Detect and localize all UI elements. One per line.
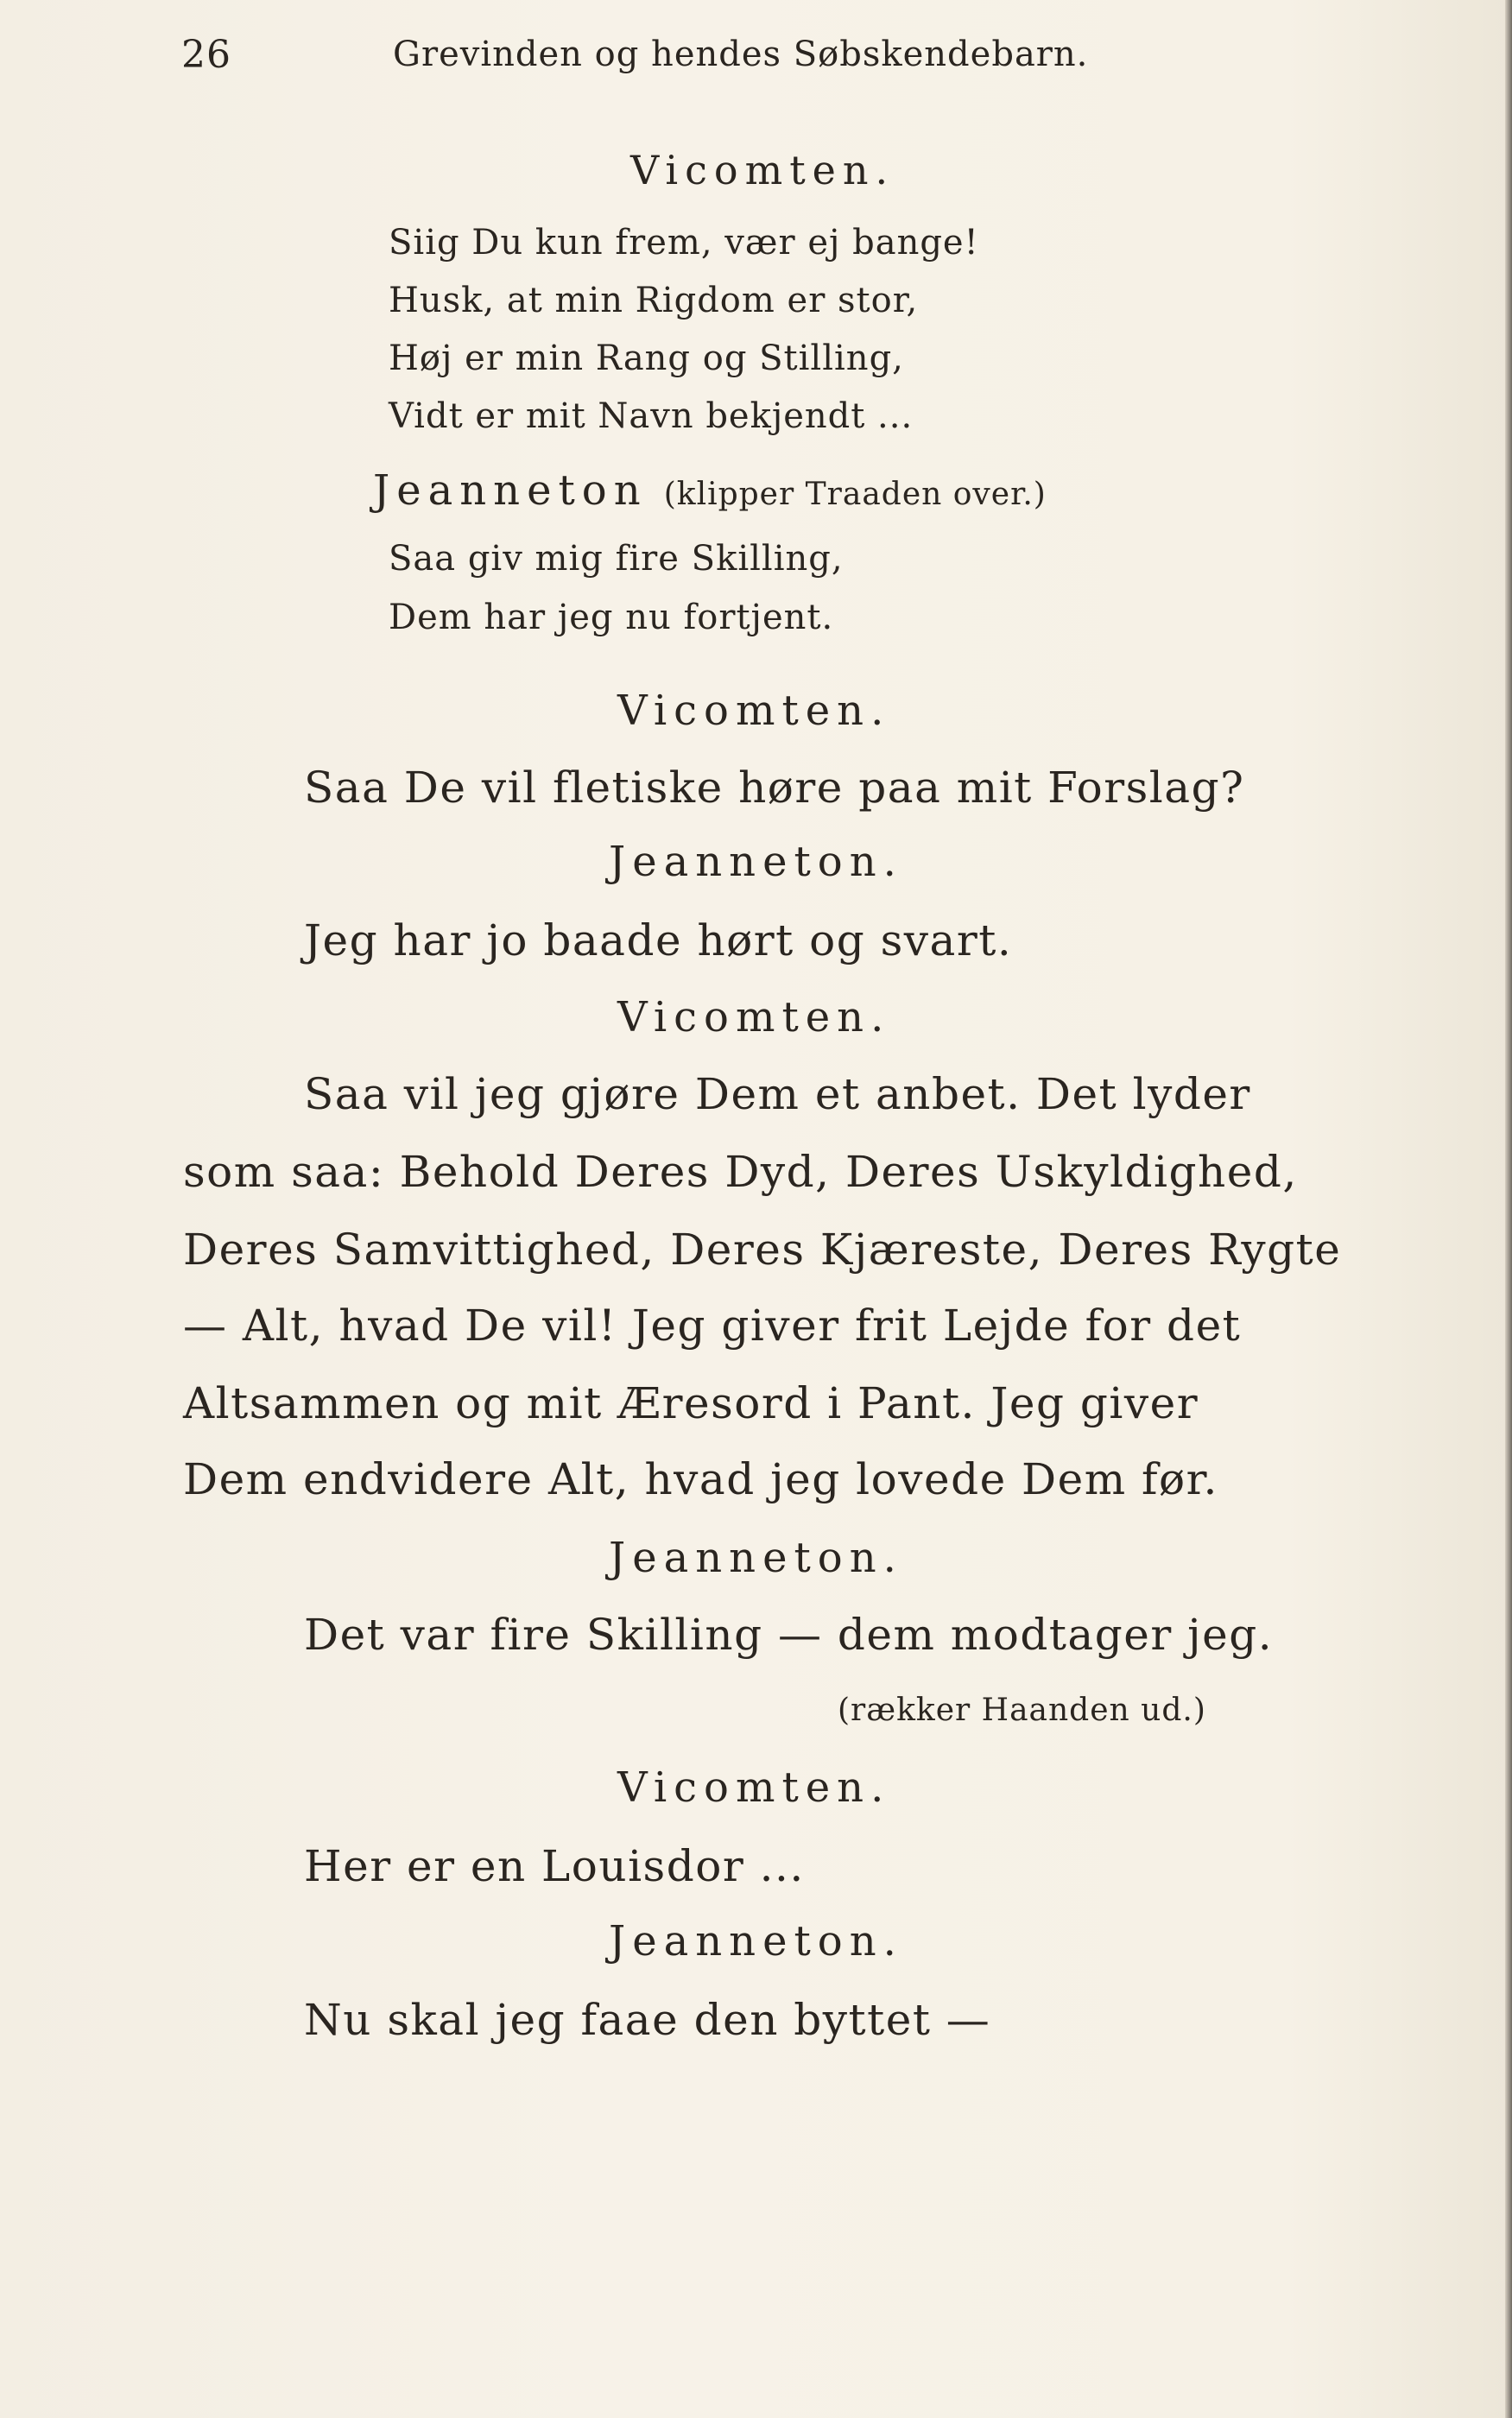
stage-direction: (rækker Haanden ud.) (838, 1693, 1206, 1728)
speaker-name: Vicomten. (630, 147, 895, 193)
verse-line: Vidt er mit Navn bekjendt ... (389, 396, 914, 436)
prose-line: Altsammen og mit Æresord i Pant. Jeg giver (183, 1378, 1199, 1428)
speaker-name: Jeanneton. (609, 1917, 903, 1965)
speaker-name: Jeanneton. (609, 1534, 903, 1582)
page-edge-shadow (1505, 0, 1512, 2418)
prose-line: Jeg har jo baade hørt og svart. (304, 915, 1013, 965)
page-number: 26 (181, 33, 231, 77)
prose-line: Dem endvidere Alt, hvad jeg lovede Dem før. (183, 1454, 1218, 1504)
page-header (181, 33, 1097, 85)
verse-line: Høj er min Rang og Stilling, (389, 339, 904, 378)
speaker-name: Jeanneton. (609, 838, 903, 886)
prose-line: Saa De vil fletiske høre paa mit Forslag? (304, 763, 1245, 813)
speaker-name: Vicomten. (617, 687, 891, 735)
stage-direction: (klipper Traaden over.) (663, 477, 1047, 512)
verse-line: Siig Du kun frem, vær ej bange! (389, 223, 979, 263)
prose-line: Nu skal jeg faae den byttet — (304, 1995, 991, 2045)
prose-line: Her er en Louisdor ... (304, 1841, 805, 1891)
running-title: Grevinden og hendes Søbskendebarn. (393, 35, 1089, 74)
prose-line: Saa vil jeg gjøre Dem et anbet. Det lyder (304, 1069, 1251, 1119)
speaker-name: Vicomten. (617, 993, 891, 1041)
verse-line: Dem har jeg nu fortjent. (389, 598, 834, 637)
speaker-name: Vicomten. (617, 1763, 891, 1812)
prose-line: Deres Samvittighed, Deres Kjæreste, Deres Rygte (183, 1225, 1342, 1275)
speaker-name: Jeanneton (373, 466, 648, 515)
prose-line: Det var fire Skilling — dem modtager jeg. (304, 1610, 1274, 1660)
prose-line: som saa: Behold Deres Dyd, Deres Uskyldighed, (183, 1147, 1298, 1197)
speaker-with-stage-direction (373, 466, 1047, 515)
verse-line: Husk, at min Rigdom er stor, (389, 281, 919, 320)
prose-line: — Alt, hvad De vil! Jeg giver frit Lejde for det (183, 1301, 1242, 1351)
verse-line: Saa giv mig fire Skilling, (389, 539, 844, 579)
